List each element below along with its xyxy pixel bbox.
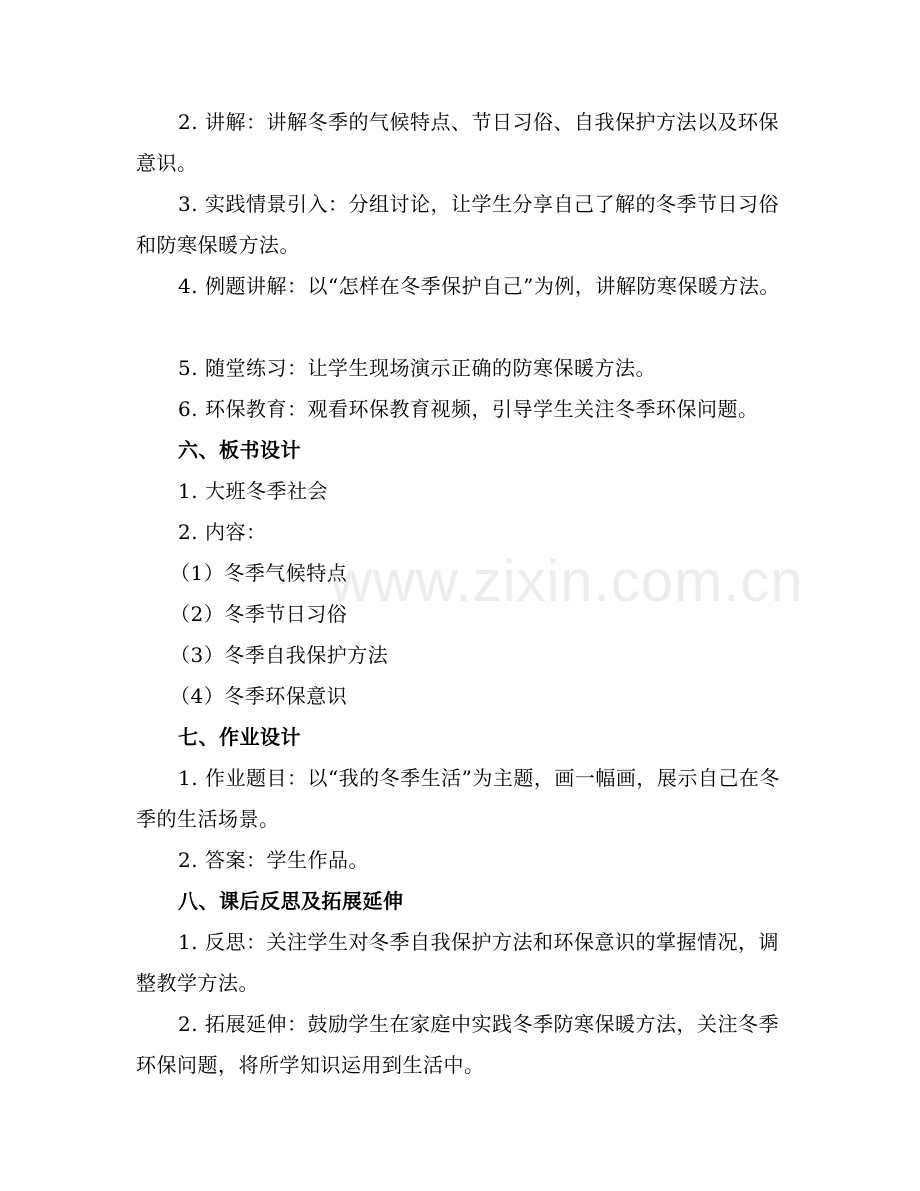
homework-item-topic: 1. 作业题目：以“我的冬季生活”为主题，画一幅画，展示自己在冬季的生活场景。 <box>136 766 780 831</box>
extension-item: 2. 拓展延伸：鼓励学生在家庭中实践冬季防寒保暖方法，关注冬季环保问题，将所学知识运用到生活中。 <box>136 1012 779 1077</box>
paragraph-in-class-exercise: 5. 随堂练习：让学生现场演示正确的防寒保暖方法。 <box>178 356 656 380</box>
paragraph-example: 4. 例题讲解：以“怎样在冬季保护自己”为例，讲解防寒保暖方法。 <box>178 274 780 298</box>
watermark-text: www.zixin.com.cn <box>330 549 804 614</box>
paragraph-practice-scenario: 3. 实践情景引入：分组讨论，让学生分享自己了解的冬季节日习俗和防寒保暖方法。 <box>136 192 779 257</box>
board-item-title: 1. 大班冬季社会 <box>178 479 328 503</box>
paragraph-environmental-education: 6. 环保教育：观看环保教育视频，引导学生关注冬季环保问题。 <box>178 397 759 421</box>
board-subitem-environment: （4）冬季环保意识 <box>170 684 348 708</box>
homework-item-answer: 2. 答案：学生作品。 <box>178 848 369 872</box>
section-heading-homework: 七、作业设计 <box>178 725 301 749</box>
board-subitem-climate: （1）冬季气候特点 <box>170 561 348 585</box>
paragraph-lecture: 2. 讲解：讲解冬季的气候特点、节日习俗、自我保护方法以及环保意识。 <box>136 110 779 175</box>
board-item-content: 2. 内容： <box>178 520 267 544</box>
board-subitem-festivals: （2）冬季节日习俗 <box>170 602 348 626</box>
section-heading-board-design: 六、板书设计 <box>178 438 301 462</box>
section-heading-reflection: 八、课后反思及拓展延伸 <box>178 889 404 913</box>
reflection-item: 1. 反思：关注学生对冬季自我保护方法和环保意识的掌握情况，调整教学方法。 <box>136 930 779 995</box>
board-subitem-self-protection: （3）冬季自我保护方法 <box>170 643 389 667</box>
